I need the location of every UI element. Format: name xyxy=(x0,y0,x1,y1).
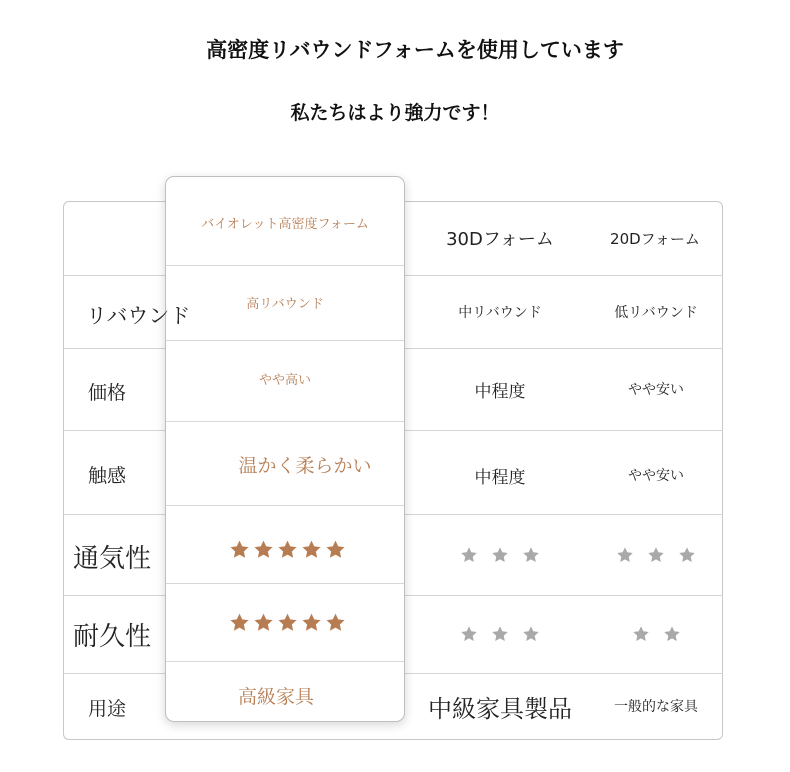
star-icon xyxy=(460,546,478,564)
star-icon xyxy=(277,612,298,633)
star-icon xyxy=(229,612,250,633)
row-divider xyxy=(166,340,404,341)
star-icon xyxy=(491,625,509,643)
star-icon xyxy=(647,546,665,564)
violet-touch: 温かく柔らかい xyxy=(238,454,372,477)
violet-column-card xyxy=(165,176,405,722)
star-icon xyxy=(277,539,298,560)
star-icon xyxy=(253,612,274,633)
foam30-rebound: 中リバウンド xyxy=(458,304,542,321)
star-icon xyxy=(491,546,509,564)
star-rating xyxy=(229,612,346,633)
star-icon xyxy=(632,625,650,643)
star-rating xyxy=(616,546,696,564)
star-icon xyxy=(325,612,346,633)
star-icon xyxy=(678,546,696,564)
star-icon xyxy=(301,539,322,560)
foam30-usage: 中級家具製品 xyxy=(428,694,572,723)
foam20-price: やや安い xyxy=(628,382,684,398)
star-rating xyxy=(460,546,540,564)
row-label-price: 価格 xyxy=(88,382,127,404)
star-rating xyxy=(460,625,540,643)
star-icon xyxy=(253,539,274,560)
star-icon xyxy=(616,546,634,564)
star-icon xyxy=(460,625,478,643)
foam20-breathability xyxy=(595,514,717,595)
star-icon xyxy=(325,539,346,560)
foam20-durability xyxy=(595,595,717,673)
row-label-touch: 触感 xyxy=(88,465,127,487)
headline-line2: 私たちはより強力です！ xyxy=(290,102,500,124)
star-icon xyxy=(301,612,322,633)
header-violet: バイオレット高密度フォーム xyxy=(201,216,369,232)
row-label-breathability: 通気性 xyxy=(73,544,152,574)
foam20-touch: やや安い xyxy=(628,468,684,484)
star-rating xyxy=(632,625,681,643)
star-rating xyxy=(229,539,346,560)
row-label-rebound: リバウンド xyxy=(86,304,191,328)
violet-usage: 高級家具 xyxy=(237,685,314,708)
row-label-durability: 耐久性 xyxy=(73,622,152,652)
header-foam20: 20Dフォーム xyxy=(610,229,700,248)
foam30-durability xyxy=(405,595,595,673)
row-divider xyxy=(166,265,404,266)
star-icon xyxy=(522,625,540,643)
foam20-usage: 一般的な家具 xyxy=(614,699,698,715)
row-divider xyxy=(166,421,404,422)
foam30-breathability xyxy=(405,514,595,595)
star-icon xyxy=(522,546,540,564)
star-icon xyxy=(663,625,681,643)
violet-rebound: 高リバウンド xyxy=(246,296,324,312)
header-foam30: 30Dフォーム xyxy=(446,229,554,250)
headline-line1: 高密度リバウンドフォームを使用しています xyxy=(206,38,624,62)
foam30-touch: 中程度 xyxy=(474,467,526,488)
violet-durability xyxy=(166,605,409,639)
row-divider xyxy=(166,505,404,506)
foam30-price: 中程度 xyxy=(474,381,526,402)
row-divider xyxy=(166,661,404,662)
foam20-rebound: 低リバウンド xyxy=(614,304,698,321)
row-divider xyxy=(166,583,404,584)
star-icon xyxy=(229,539,250,560)
violet-price: やや高い xyxy=(258,372,311,388)
row-label-usage: 用途 xyxy=(88,698,127,720)
violet-breathability xyxy=(166,532,409,566)
